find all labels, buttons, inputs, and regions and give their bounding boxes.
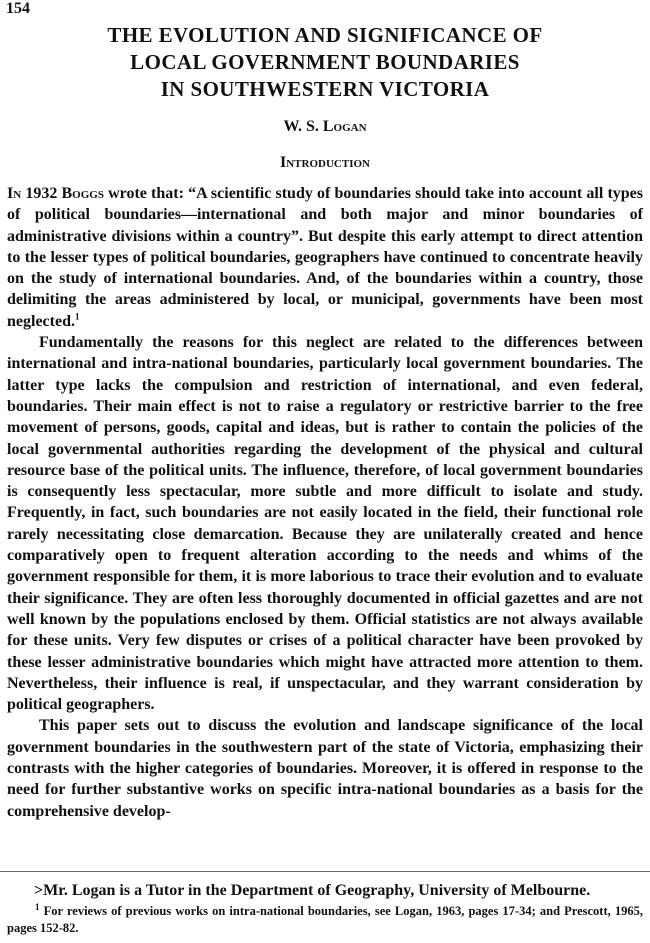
- article-body: [7, 183, 643, 822]
- title-line-2: LOCAL GOVERNMENT BOUNDARIES: [130, 50, 520, 74]
- paragraph-3: This paper sets out to discuss the evolution and landscape significance of the local government boundaries in the southwestern part of the state of Victoria, emphasizing their contrasts with the higher categories of boundaries. Moreover, it is offered in response to the need for further substantive works on specific intra-national boundaries as a basis for the comprehensive develop-: [7, 717, 643, 820]
- paragraph-2: Fundamentally the reasons for this neglect are related to the differences between international and intra-national boundaries, particularly local government boundaries. The latter type lacks the compulsion and restriction of international, and even federal, boundaries. Their main effect is not to raise a regulatory or restrictive barrier to the free movement of persons, goods, capital and ideas, but is rather to contain the policies of the local governmental authorities regarding the development of the physical and cultural resource base of the political units. The influence, therefore, of local government boundaries is consequently less spectacular, more subtle and more difficult to isolate and study. Frequently, in fact, such boundaries are not easily located in the field, their functional role rarely necessitating close demarcation. Because they are unilaterally created and hence comparatively open to frequent alteration according to the needs and whims of the government responsible for them, it is more laborious to trace their evolution and to evaluate their significance. They are often less thoroughly documented in official gazettes and are not well known by the populations enclosed by them. Official statistics are not always available for these units. Very few disputes or crises of a political character have been provoked by these lesser administrative boundaries which might have attracted more attention to them. Nevertheless, their influence is real, if unspectacular, and they warrant consideration by political geographers.: [7, 334, 643, 714]
- title-line-1: THE EVOLUTION AND SIGNIFICANCE OF: [107, 23, 543, 47]
- section-heading: Introduction: [280, 154, 370, 171]
- page-number: 154: [6, 0, 30, 17]
- footnote-1-mark: 1: [35, 901, 40, 912]
- article-title: [0, 22, 650, 103]
- author-byline: [0, 118, 650, 136]
- footnote-divider: [0, 871, 650, 872]
- title-line-3: IN SOUTHWESTERN VICTORIA: [160, 77, 490, 101]
- paragraph-1-lead: In: [7, 185, 22, 202]
- cited-author: Boggs: [61, 185, 104, 202]
- footnote-1: [7, 903, 643, 937]
- paragraph-1: [7, 183, 643, 332]
- author-name: W. S. Logan: [283, 118, 367, 135]
- footnote-1-text: For reviews of previous works on intra-national boundaries, see Logan, 1963, pages 17-34; and Prescott, 1965, pages 152-82.: [7, 904, 643, 935]
- paragraph-1-text: wrote that: “A scientific study of boundaries should take into account all types of political boundaries—international and both major and minor boundaries of administrative divisions within a country”. But despite this early attempt to direct attention to the lesser types of political boundaries, geographers have continued to concentrate heavily on the study of international boundaries. And, of the boundaries within a country, those delimiting the areas administered by local, or municipal, governments have been most neglected.: [7, 185, 644, 330]
- footnote-ref-1[interactable]: 1: [74, 311, 80, 322]
- paragraph-1-year: 1932: [21, 185, 62, 202]
- author-footnote: >Mr. Logan is a Tutor in the Department of Geography, University of Melbourne.: [34, 882, 591, 899]
